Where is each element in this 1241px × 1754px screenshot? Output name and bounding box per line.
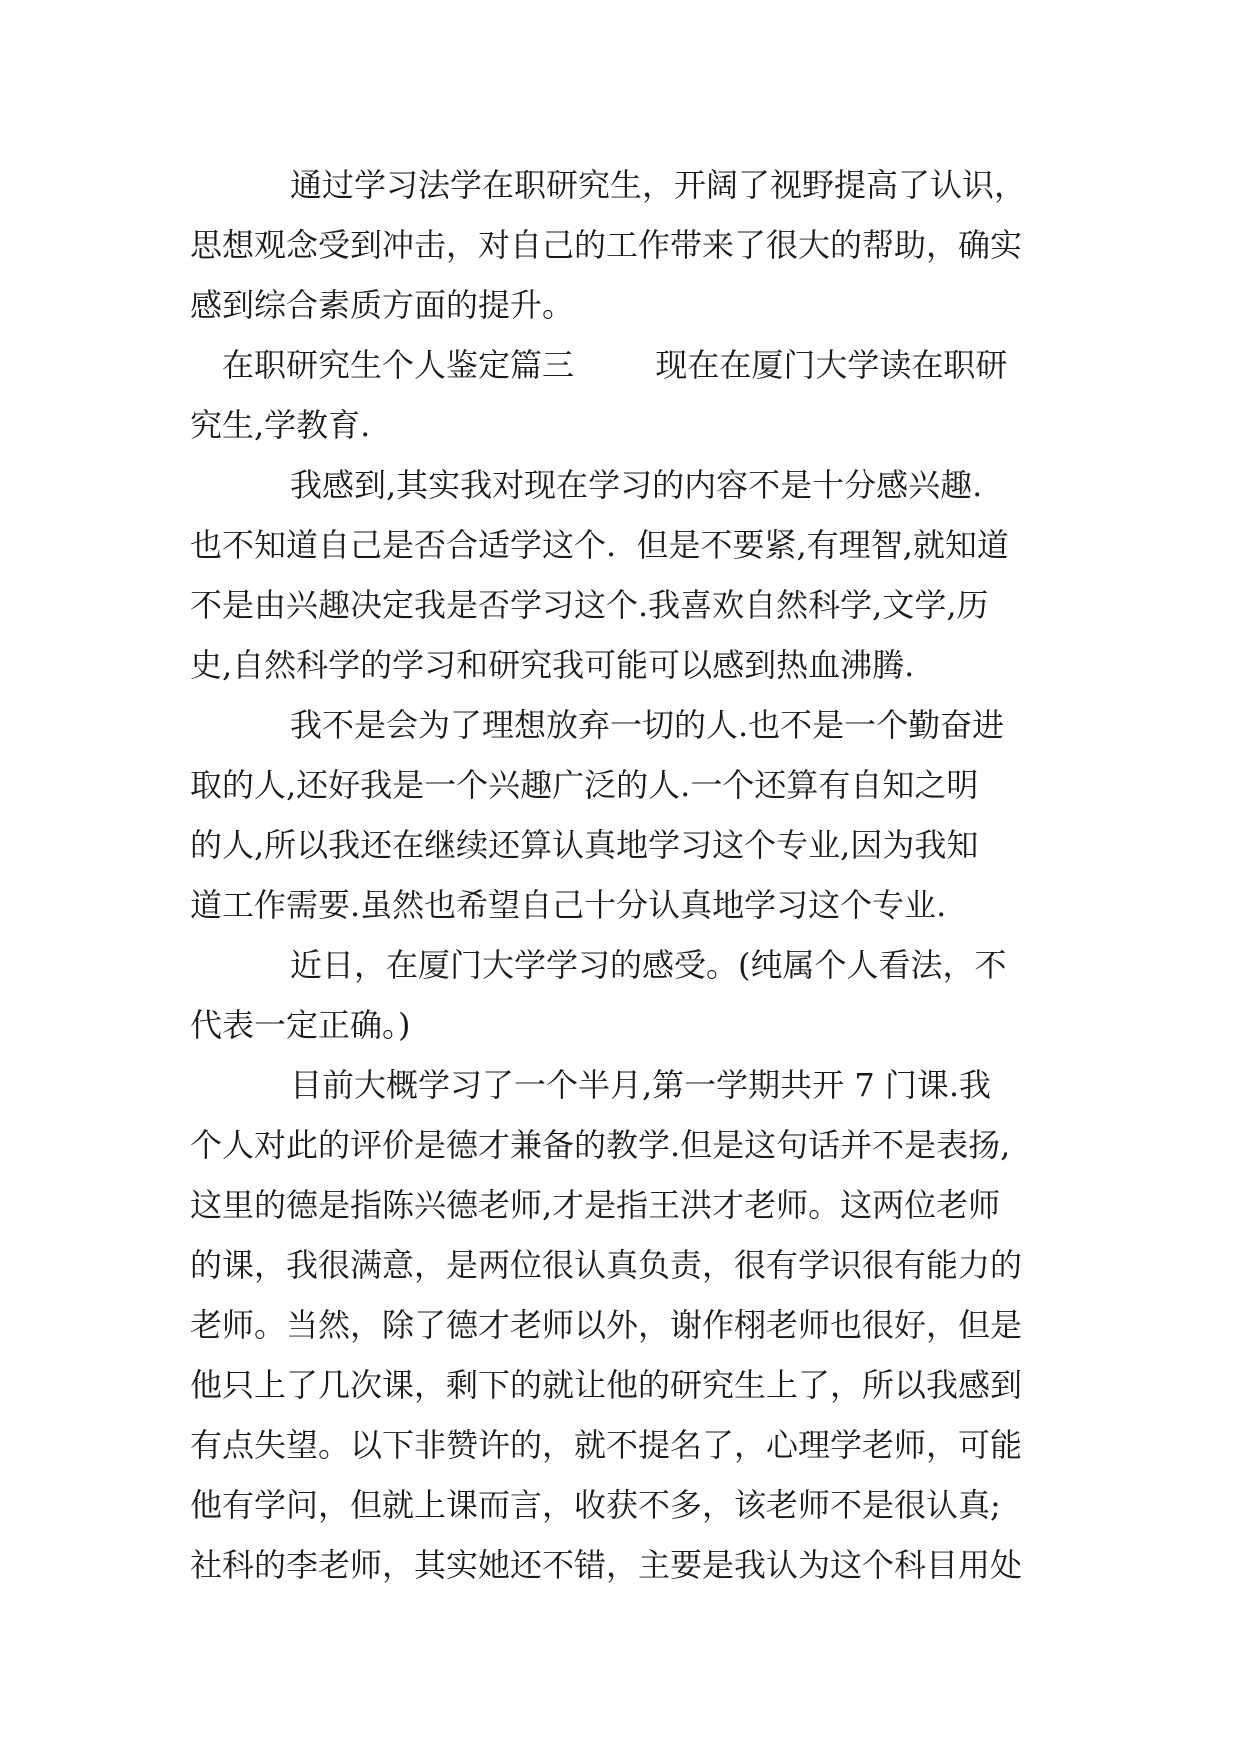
text-line: 史,自然科学的学习和研究我可能可以感到热血沸腾.	[190, 646, 915, 684]
text-line: 我感到,其实我对现在学习的内容不是十分感兴趣.	[290, 466, 983, 504]
text-line: 的课，我很满意，是两位很认真负责，很有学识很有能力的	[190, 1246, 1023, 1284]
text-line: 感到综合素质方面的提升。	[190, 286, 575, 324]
text-line: 也不知道自己是否合适学这个. 但是不要紧,有理智,就知道	[190, 526, 1009, 564]
text-line: 的人,所以我还在继续还算认真地学习这个专业,因为我知	[190, 826, 979, 864]
text-line: 个人对此的评价是德才兼备的教学.但是这句话并不是表扬,	[190, 1126, 1011, 1164]
text-line: 通过学习法学在职研究生，开阔了视野提高了认识，	[290, 166, 1027, 204]
body-text	[190, 155, 1060, 1595]
text-line: 他有学问，但就上课而言，收获不多，该老师不是很认真;	[190, 1486, 1001, 1524]
text-line: 社科的李老师，其实她还不错，主要是我认为这个科目用处	[190, 1546, 1023, 1584]
text-line: 他只上了几次课，剩下的就让他的研究生上了，所以我感到	[190, 1366, 1023, 1404]
text-line: 有点失望。以下非赞许的，就不提名了，心理学老师，可能	[190, 1426, 1023, 1464]
text-line: 不是由兴趣决定我是否学习这个.我喜欢自然科学,文学,历	[190, 586, 989, 624]
section-heading-line: 在职研究生个人鉴定篇三 现在在厦门大学读在职研	[222, 346, 1008, 384]
text-line: 目前大概学习了一个半月,第一学期共开 7 门课.我	[290, 1066, 992, 1104]
text-line: 究生,学教育.	[190, 406, 371, 444]
text-line: 老师。当然，除了德才老师以外，谢作栩老师也很好，但是	[190, 1306, 1023, 1344]
text-line: 思想观念受到冲击，对自己的工作带来了很大的帮助，确实	[190, 226, 1023, 264]
text-line: 道工作需要.虽然也希望自己十分认真地学习这个专业.	[190, 886, 947, 924]
text-line: 我不是会为了理想放弃一切的人.也不是一个勤奋进	[290, 706, 1005, 744]
text-line: 代表一定正确。)	[190, 1006, 411, 1044]
text-line: 近日，在厦门大学学习的感受。(纯属个人看法，不	[290, 946, 1007, 984]
text-line: 取的人,还好我是一个兴趣广泛的人.一个还算有自知之明	[190, 766, 979, 804]
text-line: 这里的德是指陈兴德老师,才是指王洪才老师。这两位老师	[190, 1186, 1001, 1224]
